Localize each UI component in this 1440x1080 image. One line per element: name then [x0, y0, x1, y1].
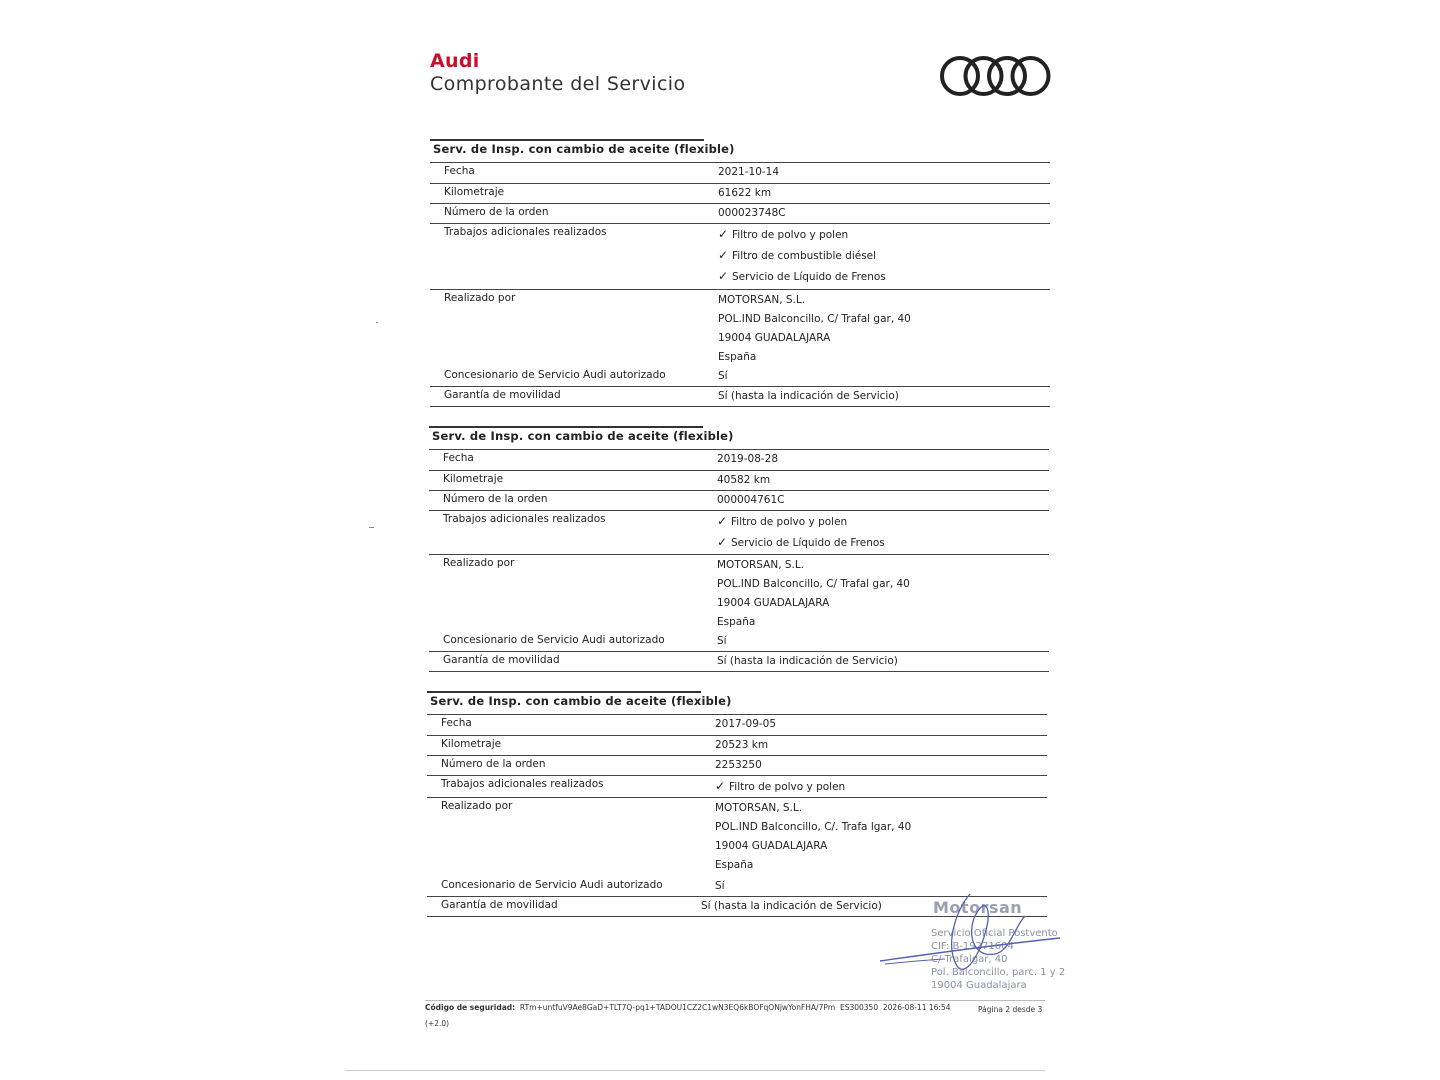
security-label: Código de seguridad:	[425, 1003, 516, 1012]
check-icon: ✓	[718, 269, 729, 283]
dealer-stamp	[875, 886, 1065, 996]
value-numero-orden: 2253250	[715, 759, 762, 771]
label-realizado-por: Realizado por	[441, 800, 513, 812]
label-concesionario: Concesionario de Servicio Audi autorizado	[441, 879, 663, 891]
row-kilometraje	[430, 183, 1050, 203]
value-kilometraje: 20523 km	[715, 739, 769, 751]
value-garantia: Sí (hasta la indicación de Servicio)	[718, 390, 899, 402]
row-numero-orden	[430, 203, 1050, 223]
stamp-line: C/ Trafalgar, 40	[931, 954, 1008, 965]
section-top-rule	[430, 139, 704, 141]
work-item	[718, 227, 886, 248]
label-concesionario: Concesionario de Servicio Audi autorizado	[444, 369, 666, 381]
section-title: Serv. de Insp. con cambio de aceite (flexible)	[432, 429, 734, 443]
dealer-line: 19004 GUADALAJARA	[717, 597, 830, 609]
label-kilometraje: Kilometraje	[444, 186, 505, 198]
signature-mark	[875, 886, 1065, 996]
dealer-line: España	[717, 616, 756, 628]
document-title: Comprobante del Servicio	[430, 73, 686, 95]
row-garantia	[429, 651, 1049, 672]
row-concesionario	[429, 632, 1049, 651]
stamp-brand: Motorsan	[933, 898, 1023, 917]
work-item	[717, 535, 885, 556]
label-fecha: Fecha	[441, 717, 472, 729]
row-realizado-por	[430, 289, 1050, 367]
value-numero-orden: 000023748C	[718, 207, 786, 219]
value-trabajos	[717, 514, 885, 556]
section-top-rule	[427, 691, 701, 693]
dealer-line: POL.IND Balconcillo, C/ Trafal gar, 40	[717, 578, 910, 590]
row-trabajos	[427, 775, 1047, 797]
value-garantia: Sí (hasta la indicación de Servicio)	[701, 900, 882, 912]
row-realizado-por	[429, 554, 1049, 632]
label-fecha: Fecha	[443, 452, 474, 464]
dealer-line: POL.IND Balconcillo, C/ Trafal gar, 40	[718, 313, 911, 325]
row-realizado-por	[427, 797, 1047, 877]
dealer-line: MOTORSAN, S.L.	[715, 802, 803, 814]
work-item-label: Filtro de polvo y polen	[729, 781, 846, 793]
row-kilometraje	[427, 735, 1047, 755]
label-trabajos: Trabajos adicionales realizados	[443, 513, 606, 525]
value-numero-orden: 000004761C	[717, 494, 785, 506]
stamp-line: 19004 Guadalajara	[931, 980, 1027, 991]
dealer-line: España	[715, 859, 754, 871]
scan-speck	[376, 322, 378, 323]
value-garantia: Sí (hasta la indicación de Servicio)	[717, 655, 898, 667]
row-numero-orden	[427, 755, 1047, 775]
page-number: Página 2 desde 3	[978, 1005, 1043, 1014]
value-realizado-por	[715, 801, 911, 877]
label-realizado-por: Realizado por	[443, 557, 515, 569]
security-code-line	[425, 1003, 950, 1012]
footer-rule	[425, 1000, 1045, 1001]
check-icon: ✓	[717, 535, 728, 549]
stamp-line: Servicio Oficial Postvento	[931, 928, 1058, 939]
value-concesionario: Sí	[717, 635, 727, 647]
value-realizado-por	[717, 558, 910, 634]
row-fecha	[427, 714, 1047, 735]
dealer-line: 19004 GUADALAJARA	[718, 332, 831, 344]
stamp-line: Pol. Balconcillo, parc. 1 y 2	[931, 967, 1066, 978]
version: (+2.0)	[425, 1019, 450, 1028]
dealer-line: POL.IND Balconcillo, C/. Trafa lgar, 40	[715, 821, 912, 833]
value-realizado-por	[718, 293, 911, 369]
check-icon: ✓	[718, 248, 729, 262]
dealer-line: España	[718, 351, 757, 363]
value-kilometraje: 40582 km	[717, 474, 771, 486]
row-trabajos	[430, 223, 1050, 289]
work-item	[717, 514, 885, 535]
value-concesionario: Sí	[718, 370, 728, 382]
work-item-label: Filtro de combustible diésel	[732, 250, 877, 262]
work-item-label: Servicio de Líquido de Frenos	[731, 537, 885, 549]
dealer-line: MOTORSAN, S.L.	[718, 294, 806, 306]
work-item-label: Filtro de polvo y polen	[731, 516, 848, 528]
brand-name: Audi	[430, 50, 480, 72]
label-fecha: Fecha	[444, 165, 475, 177]
label-numero-orden: Número de la orden	[444, 206, 549, 218]
value-kilometraje: 61622 km	[718, 187, 772, 199]
label-garantia: Garantía de movilidad	[443, 654, 560, 666]
scan-speck	[369, 527, 374, 528]
value-trabajos	[718, 227, 886, 290]
value-fecha: 2021-10-14	[718, 166, 780, 178]
timestamp: 2026-08-11 16:54	[882, 1003, 951, 1012]
row-trabajos	[429, 510, 1049, 554]
dealer-line: MOTORSAN, S.L.	[717, 559, 805, 571]
dealer-line: 19004 GUADALAJARA	[715, 840, 828, 852]
label-numero-orden: Número de la orden	[441, 758, 546, 770]
work-item-label: Servicio de Líquido de Frenos	[732, 271, 886, 283]
security-code: RTm+untfuV9Ae8GaD+TLT7Q-pq1+TADOU1CZ2C1wN3EQ6kBOFqONjwYonFHA/7Pm	[519, 1003, 836, 1012]
value-fecha: 2019-08-28	[717, 453, 779, 465]
label-garantia: Garantía de movilidad	[441, 899, 558, 911]
row-fecha	[429, 449, 1049, 470]
label-realizado-por: Realizado por	[444, 292, 516, 304]
section-title: Serv. de Insp. con cambio de aceite (flexible)	[430, 694, 732, 708]
section-title: Serv. de Insp. con cambio de aceite (flexible)	[433, 142, 735, 156]
label-numero-orden: Número de la orden	[443, 493, 548, 505]
label-trabajos: Trabajos adicionales realizados	[441, 778, 604, 790]
label-garantia: Garantía de movilidad	[444, 389, 561, 401]
value-fecha: 2017-09-05	[715, 718, 777, 730]
row-numero-orden	[429, 490, 1049, 510]
check-icon: ✓	[717, 514, 728, 528]
label-trabajos: Trabajos adicionales realizados	[444, 226, 607, 238]
check-icon: ✓	[715, 779, 726, 793]
stamp-line: CIF: B-19271604	[931, 941, 1014, 952]
scan-edge	[345, 1070, 1045, 1071]
row-garantia	[430, 386, 1050, 407]
work-item	[718, 248, 886, 269]
value-concesionario: Sí	[715, 880, 725, 892]
check-icon: ✓	[718, 227, 729, 241]
label-concesionario: Concesionario de Servicio Audi autorizado	[443, 634, 665, 646]
section-top-rule	[429, 426, 703, 428]
document-id: ES300350	[839, 1003, 879, 1012]
audi-rings-logo	[938, 54, 1052, 98]
work-item	[718, 269, 886, 290]
row-fecha	[430, 162, 1050, 183]
row-kilometraje	[429, 470, 1049, 490]
label-kilometraje: Kilometraje	[443, 473, 504, 485]
label-kilometraje: Kilometraje	[441, 738, 502, 750]
row-concesionario	[430, 367, 1050, 386]
work-item-label: Filtro de polvo y polen	[732, 229, 849, 241]
